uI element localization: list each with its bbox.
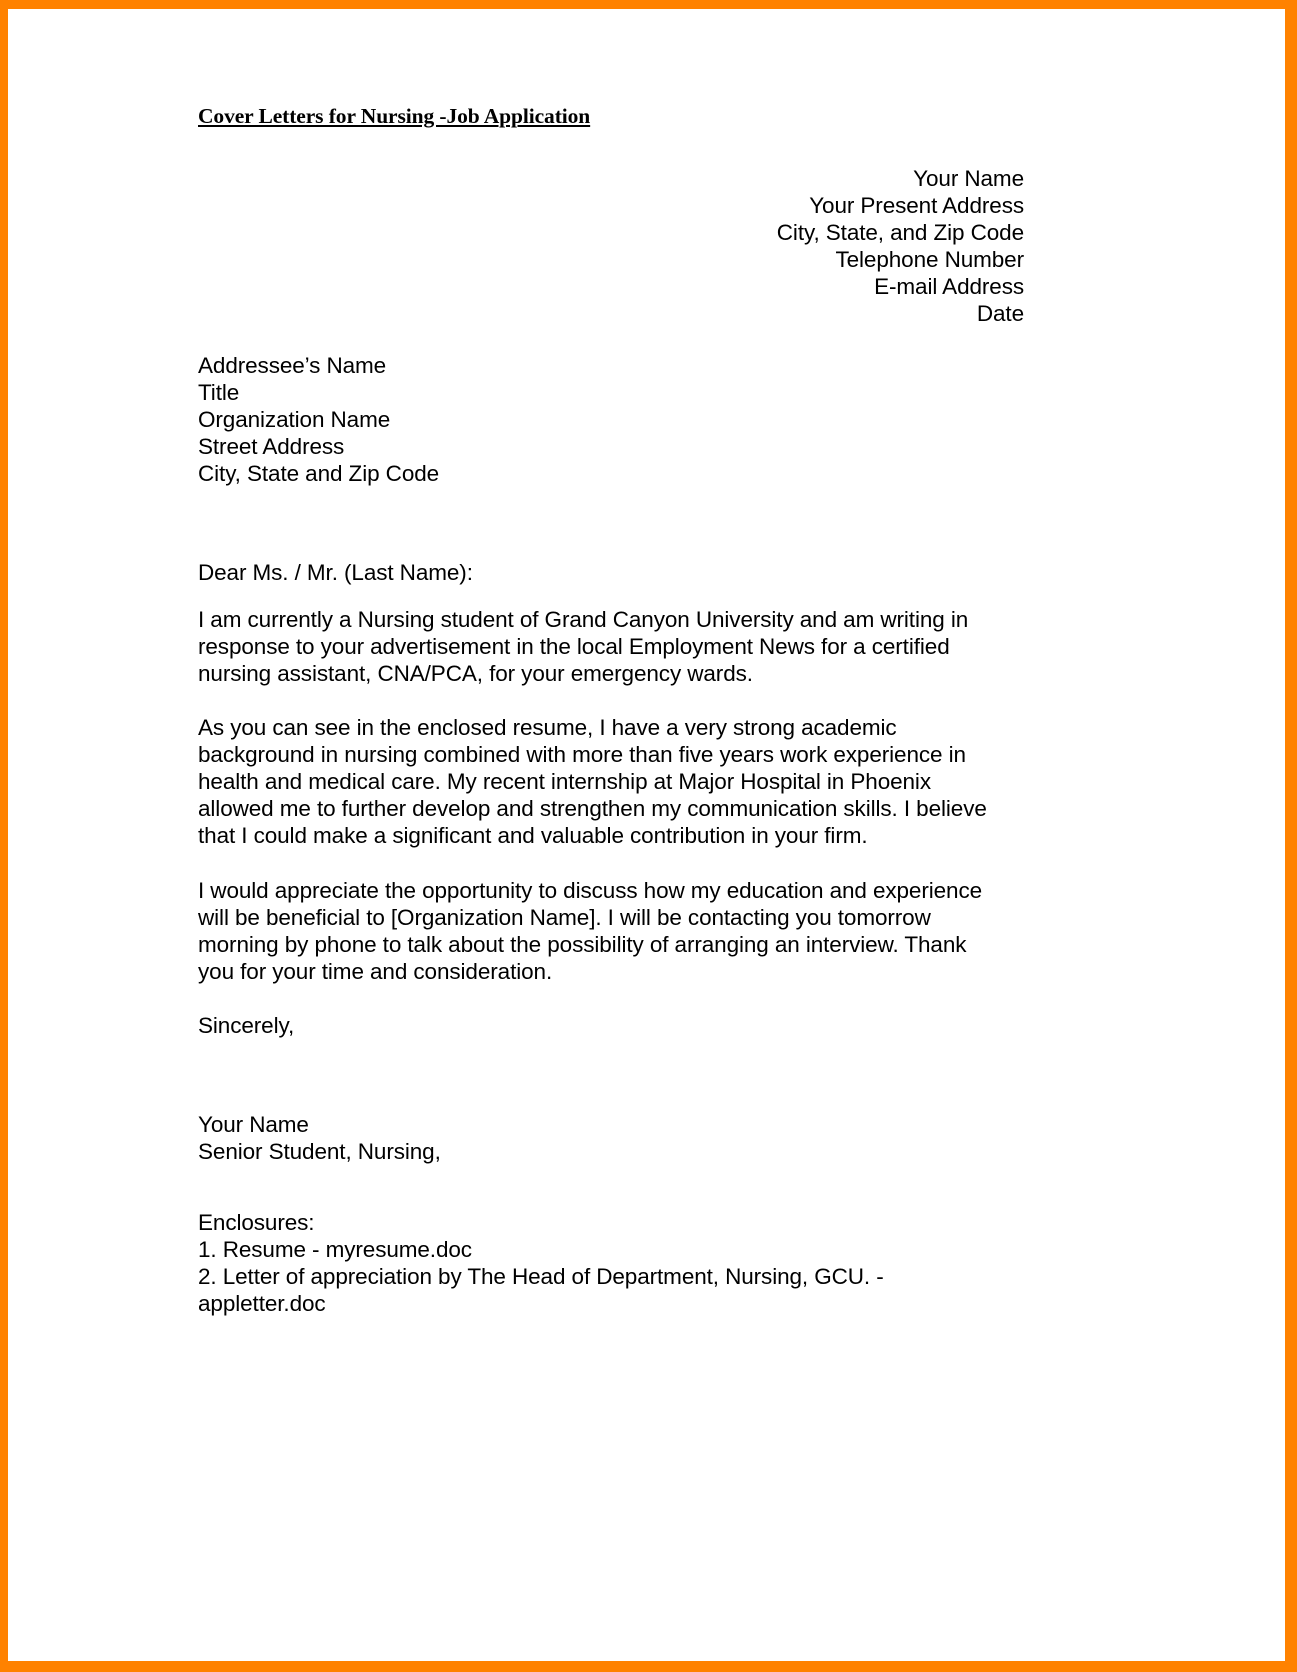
paragraph-line: will be beneficial to [Organization Name]. I will be contacting you tomorrow xyxy=(198,905,931,930)
body-paragraph xyxy=(198,877,1058,985)
paragraph-line: allowed me to further develop and strengthen my communication skills. I believe xyxy=(198,796,987,821)
signature-position: Senior Student, Nursing, xyxy=(198,1139,441,1164)
paragraph-line: I would appreciate the opportunity to discuss how my education and experience xyxy=(198,878,983,903)
paragraph-line: I am currently a Nursing student of Grand Canyon University and am writing in xyxy=(198,607,969,632)
enclosures-block xyxy=(198,1209,884,1317)
sender-address: Your Present Address xyxy=(809,193,1024,218)
paragraph-line: that I could make a significant and valuable contribution in your firm. xyxy=(198,823,868,848)
signature-block xyxy=(198,1111,441,1165)
body-paragraph xyxy=(198,714,1058,849)
addressee-name: Addressee’s Name xyxy=(198,353,387,378)
sender-email: E-mail Address xyxy=(874,274,1024,299)
enclosures-heading: Enclosures: xyxy=(198,1210,315,1235)
paragraph-line: response to your advertisement in the local Employment News for a certified xyxy=(198,634,950,659)
letter-date: Date xyxy=(976,301,1024,326)
recipient-address-block xyxy=(198,352,439,487)
paragraph-line: morning by phone to talk about the possibility of arranging an interview. Thank xyxy=(198,932,967,957)
paragraph-line: health and medical care. My recent internship at Major Hospital in Phoenix xyxy=(198,769,931,794)
sender-city-state-zip: City, State, and Zip Code xyxy=(776,220,1024,245)
document-title: Cover Letters for Nursing -Job Application xyxy=(198,104,591,128)
organization-name: Organization Name xyxy=(198,407,391,432)
paragraph-line: background in nursing combined with more than five years work experience in xyxy=(198,742,966,767)
sender-name: Your Name xyxy=(913,166,1024,191)
paragraph-line: nursing assistant, CNA/PCA, for your emergency wards. xyxy=(198,661,753,686)
recipient-city-state-zip: City, State and Zip Code xyxy=(198,461,440,486)
sender-address-block xyxy=(777,165,1024,327)
paragraph-line: you for your time and consideration. xyxy=(198,959,553,984)
document-page xyxy=(8,9,1285,1661)
closing: Sincerely, xyxy=(198,1013,295,1038)
enclosure-item: 1. Resume - myresume.doc xyxy=(198,1237,472,1262)
street-address: Street Address xyxy=(198,434,345,459)
sender-telephone: Telephone Number xyxy=(835,247,1024,272)
enclosure-item: 2. Letter of appreciation by The Head of Department, Nursing, GCU. - xyxy=(198,1264,884,1289)
paragraph-line: As you can see in the enclosed resume, I have a very strong academic xyxy=(198,715,897,740)
body-paragraph xyxy=(198,606,1058,687)
signature-name: Your Name xyxy=(198,1112,309,1137)
addressee-title: Title xyxy=(198,380,240,405)
enclosure-item-continued: appletter.doc xyxy=(198,1291,326,1316)
salutation: Dear Ms. / Mr. (Last Name): xyxy=(198,560,473,585)
